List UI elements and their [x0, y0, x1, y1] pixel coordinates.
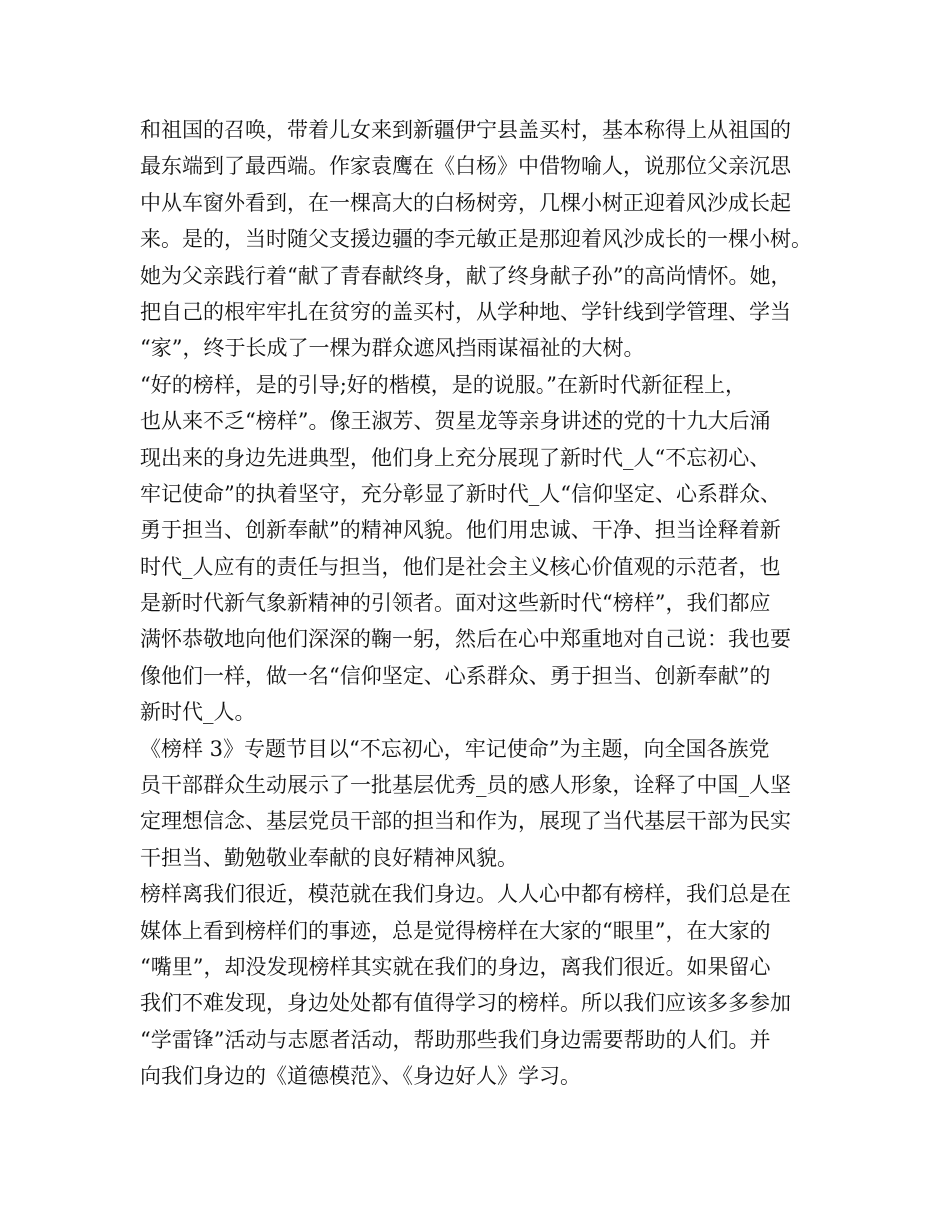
text-line: 勇于担当、创新奉献”的精神风貌。他们用忠诚、干净、担当诠释着新: [140, 518, 781, 543]
text-line: 来。是的，当时随父支援边疆的李元敏正是那迎着风沙成长的一棵小树。: [140, 227, 812, 252]
text-line: 时代_人应有的责任与担当，他们是社会主义核心价值观的示范者，也: [140, 554, 781, 579]
text-line: 干担当、勤勉敬业奉献的良好精神风貌。: [140, 845, 518, 870]
text-line: “好的榜样，是的引导;好的楷模，是的说服。”在新时代新征程上，: [140, 372, 747, 397]
text-line: 也从来不乏“榜样”。像王淑芳、贺星龙等亲身讲述的党的十九大后涌: [140, 409, 771, 434]
text-line: 最东端到了最西端。作家袁鹰在《白杨》中借物喻人，说那位父亲沉思: [140, 154, 791, 179]
text-line: 她为父亲践行着“献了青春献终身，献了终身献子孙”的高尚情怀。她，: [140, 263, 792, 288]
text-line: 《榜样 3》专题节目以“不忘初心，牢记使命”为主题，向全国各族党: [140, 736, 770, 761]
text-line: 满怀恭敬地向他们深深的鞠一躬，然后在心中郑重地对自己说：我也要: [140, 627, 791, 652]
text-line: 像他们一样，做一名“信仰坚定、心系群众、勇于担当、创新奉献”的: [140, 663, 771, 688]
text-line: 牢记使命”的执着坚守，充分彰显了新时代_人“信仰坚定、心系群众、: [140, 481, 781, 506]
paragraph: [140, 367, 820, 731]
text-line: “嘴里”，却没发现榜样其实就在我们的身边，离我们很近。如果留心: [140, 954, 771, 979]
text-line: 定理想信念、基层党员干部的担当和作为，展现了当代基层干部为民实: [140, 809, 791, 834]
text-line: 媒体上看到榜样们的事迹，总是觉得榜样在大家的“眼里”，在大家的: [140, 918, 771, 943]
text-line: 榜样离我们很近，模范就在我们身边。人人心中都有榜样，我们总是在: [140, 882, 791, 907]
paragraph: [140, 731, 820, 877]
paragraph: [140, 112, 820, 367]
text-line: 把自己的根牢牢扎在贫穷的盖买村，从学种地、学针线到学管理、学当: [140, 299, 791, 324]
text-line: “学雷锋”活动与志愿者活动，帮助那些我们身边需要帮助的人们。并: [140, 1027, 771, 1052]
text-line: 现出来的身边先进典型，他们身上充分展现了新时代_人“不忘初心、: [140, 445, 771, 470]
text-line: 是新时代新气象新精神的引领者。面对这些新时代“榜样”，我们都应: [140, 591, 771, 616]
text-line: 和祖国的召唤，带着儿女来到新疆伊宁县盖买村，基本称得上从祖国的: [140, 118, 791, 142]
text-line: 新时代_人。: [140, 700, 256, 725]
text-line: 向我们身边的《道德模范》、《身边好人》学习。: [140, 1064, 581, 1089]
text-line: “家”，终于长成了一棵为群众遮风挡雨谋福祉的大树。: [140, 336, 645, 361]
body-text: [140, 112, 820, 1095]
text-line: 中从车窗外看到，在一棵高大的白杨树旁，几棵小树正迎着风沙成长起: [140, 190, 791, 215]
text-line: 员干部群众生动展示了一批基层优秀_员的感人形象，诠释了中国_人坚: [140, 773, 791, 798]
paragraph: [140, 876, 820, 1094]
text-line: 我们不难发现，身边处处都有值得学习的榜样。所以我们应该多多参加: [140, 991, 791, 1016]
